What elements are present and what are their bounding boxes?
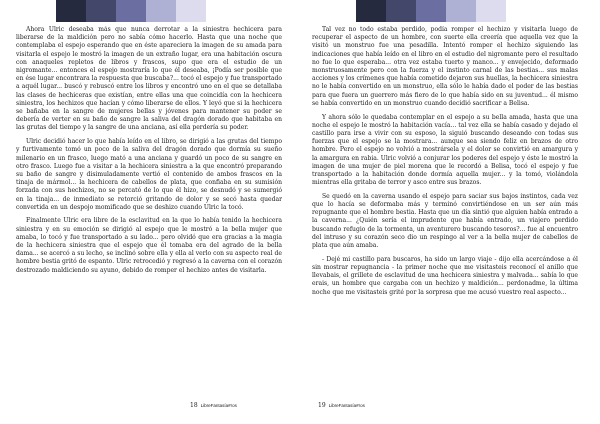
page-number: 19 xyxy=(318,402,326,409)
paragraph: Finalmente Ulric era libre de la esclavitud en la que lo había tenido la hechicera siniestra y en su emoción se dirigió al espejo que le mostró a la bella mujer que amaba, lo tocó y fue transportado a su lado... pero olvidó que era gracias a la magia de la hechicera siniestra que el espejo que él tomaba era del agrado de la bella dama... se acercó a su lecho, se inclinó sobre ella y ella al verlo con su aspecto real de hombre bestia gritó de espanto. Ulric retrocedió y regresó a la caverna con el corazón destrozado maldiciendo su ayuno, debido de romper el hechizo antes de visitarla. xyxy=(16,217,282,274)
color-swatch xyxy=(386,0,416,22)
right-page xyxy=(312,26,578,396)
publication-label: LibreFantasía#ros xyxy=(328,403,365,408)
header-color-band-right xyxy=(356,0,506,22)
paragraph: Se quedó en la caverna usando el espejo para saciar sus bajos instintos, cada vez que lo hacía se deformaba más y terminó convirtiéndose en un ser aún más repugnante que el hombre bestia. Hasta que un día sintió que alguien había entrado a la caverna... ¿Quién sería el imprudente que había entrado, un viajero perdido buscando refugio de la tormenta, un aventurero buscando tesoros?... fue al encuentro del intruso y su corazón seco dio un respingo al ver a la bella mujer de cabellos de plata que aún amaba. xyxy=(312,192,578,250)
paragraph: Tal vez no todo estaba perdido, podía romper el hechizo y visitarla luego de recuperar el aspecto de un hombre, con suerte ella creería que aquella vez que la visitó un monstruo fue una pesadilla. Intentó romper el hechizo siguiendo las indicaciones que había leído en el libro en el estudio del nigromante pero el resultado no fue lo que esperaba... otra vez estaba tuerto y manco... y envejecido, deformado monstruosamente pero con la fuerza y el instinto carnal de las bestias... sus malas acciones y los crímenes que había cometido dejaron sus huellas, la hechicera siniestra no le había convertido en un monstruo, ella sólo le había dado el poder de las bestias para que fuera un guerrero más fiero de lo que había sido en su juventud... él mismo se había convertido en un monstruo cuando decidió sacrificar a Belisa. xyxy=(312,26,578,107)
color-swatch xyxy=(56,0,86,22)
color-swatch xyxy=(476,0,506,22)
page-number: 18 xyxy=(190,402,198,409)
left-page xyxy=(16,26,282,396)
paragraph: Y ahora sólo le quedaba contemplar en el espejo a su bella amada, hasta que una noche el espejo le mostró la habitación vacía... tal vez ella se había casado y dejado el castillo para irse a vivir con su esposo, la siguió buscando deseando con todas sus fuerzas que el espejo se la mostrara... aunque sea siendo feliz en brazos de otro hombre. Pero el espejo no volvió a mostrársela y el dolor se convirtió en amargura y la amargura en rabia. Ulric volvió a conjurar los poderes del espejo y éste le mostró la imagen de una mujer de piel morena que le recordó a Belisa, tocó el espejo y fue transportado a la habitación donde dormía aquella mujer... y la tomó, violándola mientras ella gritaba de terror y asco entre sus brazos. xyxy=(312,113,578,187)
color-swatch xyxy=(86,0,116,22)
paragraph: - Dejé mi castillo para buscaros, ha sido un largo viaje - dijo ella acercándose a él sin mostrar repugnancia - la primer noche que me visitasteis reconocí el anillo que llevabais, el grillete de esclavitud de una hechicera siniestra y malvada... sabía lo que erais, un hombre que cargaba con un hechizo y maldición... perdonadme, la última noche que me visitasteis grité por la sorpresa que me acusó vuestro real aspecto... xyxy=(312,255,578,296)
paragraph: Ulric decidió hacer lo que había leído en el libro, se dirigió a las grutas del tiempo y furtivamente tomó un poco de la saliva del dragón dorado que dormía su sueño milenario en un frasco, luego mató a una anciana y guardó un poco de su sangre en otro frasco. Luego fue a visitar a la hechicera siniestra a la que encontró preparando su baño de sangre y disimuladamente vertió el contenido de ambos frascos en la tinaja de mármol... la hechicera de cabellos de plata, que confiaba en su sumisión forzada con sus hechizos, no se percató de lo que él hizo, se desnudó y se sumergió en la tinaja... de inmediato se retorció gritando de dolor y se secó hasta quedar convertida en un despojo momificado que se deshizo cuando Ulric la tocó. xyxy=(16,138,282,211)
publication-label: LibreFantasía#ros xyxy=(200,403,237,408)
page-footer-left xyxy=(190,402,237,409)
color-swatch xyxy=(116,0,146,22)
color-swatch xyxy=(356,0,386,22)
color-swatch xyxy=(146,0,176,22)
color-swatch xyxy=(416,0,446,22)
color-swatch xyxy=(176,0,206,22)
header-color-band-left xyxy=(56,0,206,22)
page-footer-right xyxy=(318,402,365,409)
paragraph: Ahora Ulric deseaba más que nunca derrotar a la siniestra hechicera para liberarse de la maldición pero no sabía cómo hacerlo. Hasta que una noche que contemplaba el espejo esperando que en éste apareciera la imagen de su amada para visitarla el espejo le mostró la imagen de un extraño lugar, era una habitación oscura con anaqueles repletos de libros y frascos, supo que era el estudio de un nigromante... entonces el espejo mostraría lo que él deseaba, ¡Podía ser posible que en ése lugar encontrara la respuesta que buscaba?... tocó el espejo y fue transportado a aquél lugar... buscó y rebuscó entre los libros y encontró uno en el que se detallaba las clases de hechiceras que existían, entre ellas una que coincidía con la hechicera siniestra, los hechizos que hacían y cómo liberarse de ellos. Y leyó que si la hechicera se bañaba en la sangre de mujeres bellas y jóvenes para mantener su poder se debería de verter en su baño de sangre la saliva del dragón dorado que habitaba en las grutas del tiempo y la sangre de una anciana, así ella perdería su poder. xyxy=(16,26,282,132)
color-swatch xyxy=(446,0,476,22)
